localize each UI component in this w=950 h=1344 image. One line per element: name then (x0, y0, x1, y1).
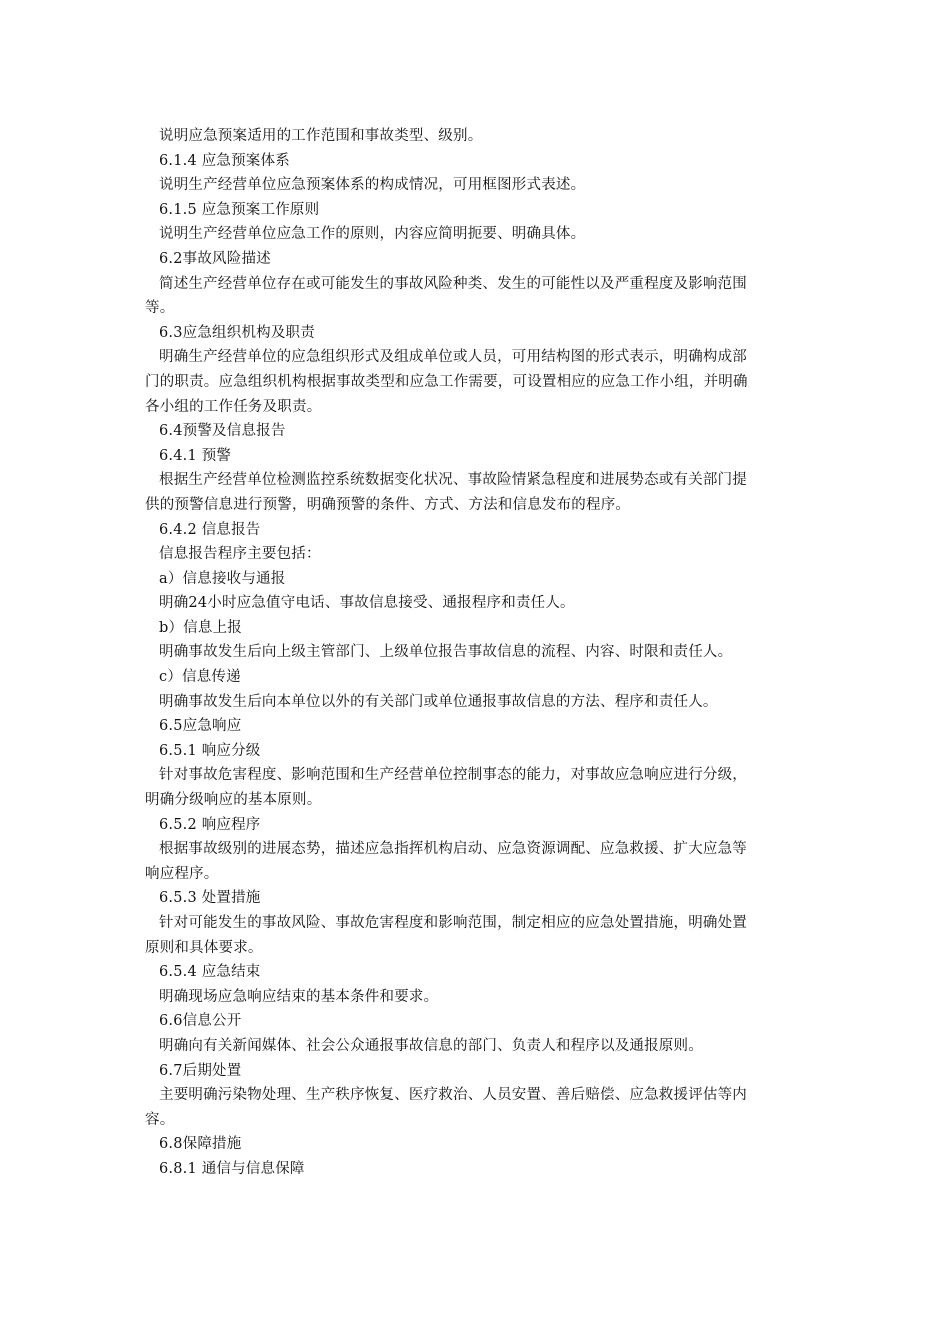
paragraph-line: 容。 (145, 1111, 175, 1128)
paragraph-line: 针对事故危害程度、影响范围和生产经营单位控制事态的能力，对事故应急响应进行分级， (159, 767, 747, 784)
paragraph-line: 说明生产经营单位应急预案体系的构成情况，可用框图形式表述。 (159, 177, 586, 194)
section-heading: a）信息接收与通报 (159, 570, 286, 587)
section-heading: 6.6信息公开 (159, 1013, 242, 1030)
section-heading: b）信息上报 (159, 619, 242, 636)
paragraph-line: 根据生产经营单位检测监控系统数据变化状况、事故险情紧急程度和进展势态或有关部门提 (159, 472, 747, 489)
section-heading: 6.5.1 响应分级 (159, 742, 261, 759)
paragraph-line: 主要明确污染物处理、生产秩序恢复、医疗救治、人员安置、善后赔偿、应急救援评估等内 (159, 1087, 747, 1104)
paragraph-line: 说明生产经营单位应急工作的原则，内容应简明扼要、明确具体。 (159, 226, 586, 243)
paragraph-line: 明确事故发生后向上级主管部门、上级单位报告事故信息的流程、内容、时限和责任人。 (159, 644, 733, 661)
section-heading: 6.4预警及信息报告 (159, 423, 286, 440)
section-heading: 6.1.5 应急预案工作原则 (159, 201, 320, 218)
section-heading: 6.4.1 预警 (159, 447, 232, 464)
paragraph-line: 等。 (145, 300, 175, 317)
paragraph-line: 明确生产经营单位的应急组织形式及组成单位或人员，可用结构图的形式表示，明确构成部 (159, 349, 747, 366)
paragraph-line: 信息报告程序主要包括： (159, 546, 321, 563)
paragraph-line: 供的预警信息进行预警，明确预警的条件、方式、方法和信息发布的程序。 (145, 496, 631, 513)
document-body (145, 124, 805, 1182)
section-heading: c）信息传递 (159, 669, 241, 686)
paragraph-line: 根据事故级别的进展态势，描述应急指挥机构启动、应急资源调配、应急救援、扩大应急等 (159, 841, 747, 858)
paragraph-line: 明确向有关新闻媒体、社会公众通报事故信息的部门、负责人和程序以及通报原则。 (159, 1037, 703, 1054)
paragraph-line: 原则和具体要求。 (145, 939, 263, 956)
section-heading: 6.2事故风险描述 (159, 250, 271, 267)
paragraph-line: 响应程序。 (145, 865, 219, 882)
section-heading: 6.5.4 应急结束 (159, 964, 261, 981)
paragraph-line: 针对可能发生的事故风险、事故危害程度和影响范围，制定相应的应急处置措施，明确处置 (159, 915, 747, 931)
section-heading: 6.8.1 通信与信息保障 (159, 1160, 305, 1177)
section-heading: 6.1.4 应急预案体系 (159, 152, 290, 169)
paragraph-line: 明确24小时应急值守电话、事故信息接受、通报程序和责任人。 (159, 595, 575, 612)
paragraph-line: 明确分级响应的基本原则。 (145, 792, 322, 809)
section-heading: 6.7后期处置 (159, 1062, 242, 1079)
paragraph-line: 明确事故发生后向本单位以外的有关部门或单位通报事故信息的方法、程序和责任人。 (159, 693, 718, 710)
paragraph-line: 简述生产经营单位存在或可能发生的事故风险种类、发生的可能性以及严重程度及影响范围 (159, 275, 747, 292)
section-heading: 6.8保障措施 (159, 1136, 242, 1153)
paragraph-line: 门的职责。应急组织机构根据事故类型和应急工作需要，可设置相应的应急工作小组，并明确 (145, 373, 748, 390)
paragraph-line: 说明应急预案适用的工作范围和事故类型、级别。 (159, 128, 483, 144)
section-heading: 6.5应急响应 (159, 718, 242, 735)
section-heading: 6.3应急组织机构及职责 (159, 324, 315, 341)
section-heading: 6.5.3 处置措施 (159, 890, 261, 907)
section-heading: 6.4.2 信息报告 (159, 521, 261, 538)
paragraph-line: 明确现场应急响应结束的基本条件和要求。 (159, 988, 439, 1005)
section-heading: 6.5.2 响应程序 (159, 816, 261, 833)
paragraph-line: 各小组的工作任务及职责。 (145, 398, 322, 415)
